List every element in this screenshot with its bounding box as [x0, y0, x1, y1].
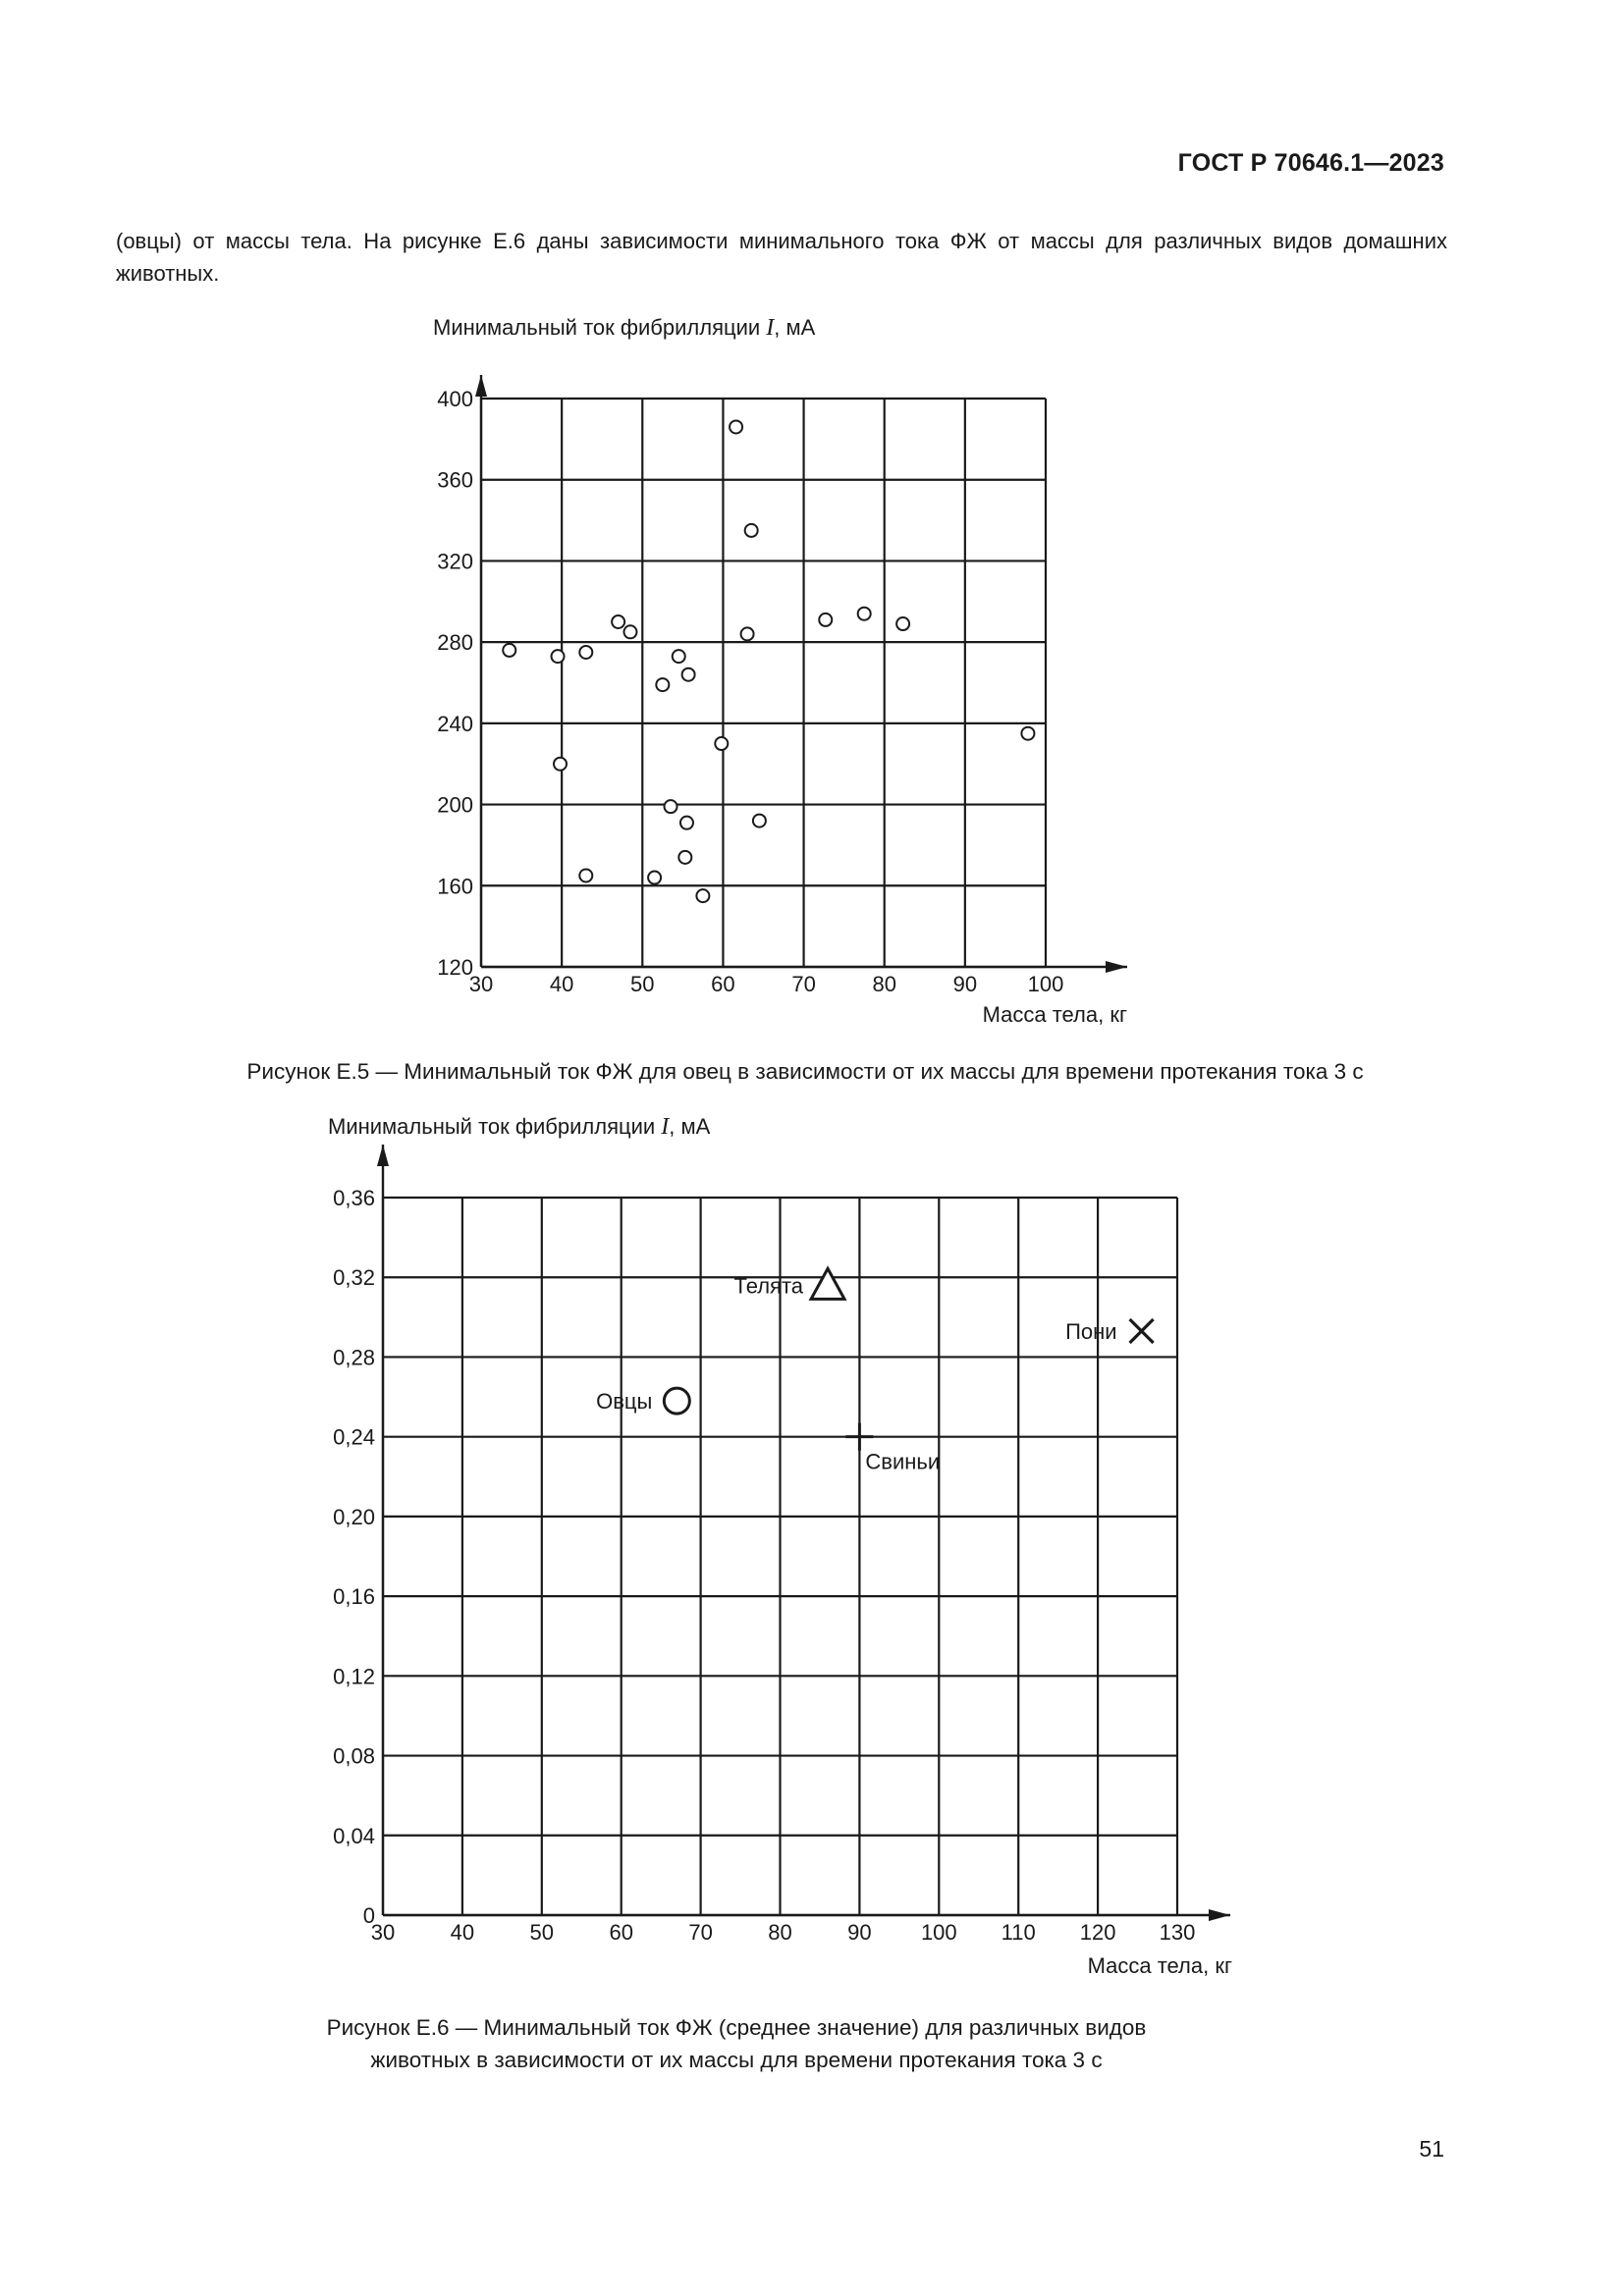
figure-e6-caption-line2: животных в зависимости от их массы для времени протекания тока 3 с — [370, 2048, 1103, 2072]
marker-circle-icon — [664, 1388, 689, 1414]
x-tick-label: 70 — [688, 1920, 713, 1945]
x-tick-label: 60 — [711, 972, 735, 996]
x-tick-label: 40 — [450, 1920, 475, 1945]
intro-paragraph: (овцы) от массы тела. На рисунке Е.6 даны зависимости минимального тока ФЖ от массы для различных видов домашних животных. — [116, 229, 1447, 286]
x-tick-label: 40 — [549, 972, 574, 996]
y-tick-label: 0 — [362, 1903, 375, 1928]
y-tick-label: 0,32 — [333, 1265, 375, 1291]
x-axis-title: Масса тела, кг — [982, 1002, 1127, 1027]
figure-e6-caption-line1: Рисунок Е.6 — Минимальный ток ФЖ (среднее значение) для различных видов — [326, 2015, 1147, 2040]
x-tick-label: 30 — [370, 1920, 396, 1945]
x-tick-label: 100 — [1027, 972, 1064, 996]
y-tick-label: 400 — [437, 387, 473, 411]
y-axis-title-text: Минимальный ток фибрилляции — [328, 1114, 662, 1139]
y-tick-label: 0,36 — [333, 1186, 375, 1210]
data-point-label: Свиньи — [865, 1449, 941, 1474]
y-tick-label: 0,04 — [333, 1823, 375, 1848]
y-tick-label: 240 — [437, 711, 473, 736]
x-tick-label: 60 — [609, 1920, 633, 1945]
y-axis-title-text: Минимальный ток фибрилляции — [433, 315, 767, 340]
y-axis-title-symbol: I — [661, 1114, 670, 1140]
y-axis-title-unit: , мА — [669, 1114, 711, 1139]
data-point-label: Пони — [1065, 1319, 1117, 1345]
y-tick-label: 120 — [437, 955, 473, 980]
y-tick-label: 280 — [437, 630, 473, 656]
y-tick-label: 200 — [437, 792, 473, 818]
y-tick-label: 320 — [437, 549, 473, 574]
x-tick-label: 90 — [952, 972, 978, 996]
y-axis-title — [328, 1114, 711, 1140]
standard-code: ГОСТ Р 70646.1—2023 — [1177, 149, 1444, 177]
data-point-label: Телята — [733, 1273, 804, 1299]
x-tick-label: 30 — [468, 972, 494, 996]
y-tick-label: 0,28 — [333, 1345, 375, 1370]
x-axis-arrow-icon — [1209, 1909, 1230, 1921]
x-axis-title: Масса тела, кг — [1087, 1953, 1232, 1978]
x-tick-label: 50 — [630, 972, 655, 996]
marker-plus-icon — [845, 1423, 873, 1451]
x-tick-label: 80 — [768, 1920, 792, 1945]
x-tick-label: 80 — [872, 972, 896, 996]
y-axis-title-symbol: I — [766, 315, 775, 341]
x-tick-label: 70 — [791, 972, 816, 996]
y-tick-label: 360 — [437, 467, 473, 493]
figure-e6-caption — [226, 2011, 1247, 2076]
data-point-label: Овцы — [596, 1389, 653, 1415]
y-tick-label: 0,12 — [333, 1664, 375, 1689]
y-tick-label: 0,08 — [333, 1743, 375, 1769]
y-tick-label: 0,16 — [333, 1584, 375, 1610]
figure-e5-caption: Рисунок Е.5 — Минимальный ток ФЖ для овец в зависимости от их массы для времени протекания тока 3 с — [246, 1059, 1364, 1084]
x-tick-label: 90 — [847, 1920, 872, 1945]
x-tick-label: 110 — [1001, 1920, 1036, 1945]
y-tick-label: 160 — [437, 874, 473, 899]
y-tick-label: 0,24 — [333, 1424, 375, 1450]
y-axis-title-unit: , мА — [774, 315, 816, 340]
y-axis-arrow-icon — [377, 1145, 389, 1166]
x-tick-label: 100 — [920, 1920, 957, 1945]
marker-triangle-icon — [811, 1268, 844, 1299]
page-number: 51 — [1419, 2136, 1444, 2162]
x-tick-label: 130 — [1159, 1920, 1196, 1945]
y-tick-label: 0,20 — [333, 1504, 375, 1529]
marker-x-icon — [1130, 1319, 1154, 1343]
x-tick-label: 120 — [1079, 1920, 1116, 1945]
x-tick-label: 50 — [529, 1920, 555, 1945]
